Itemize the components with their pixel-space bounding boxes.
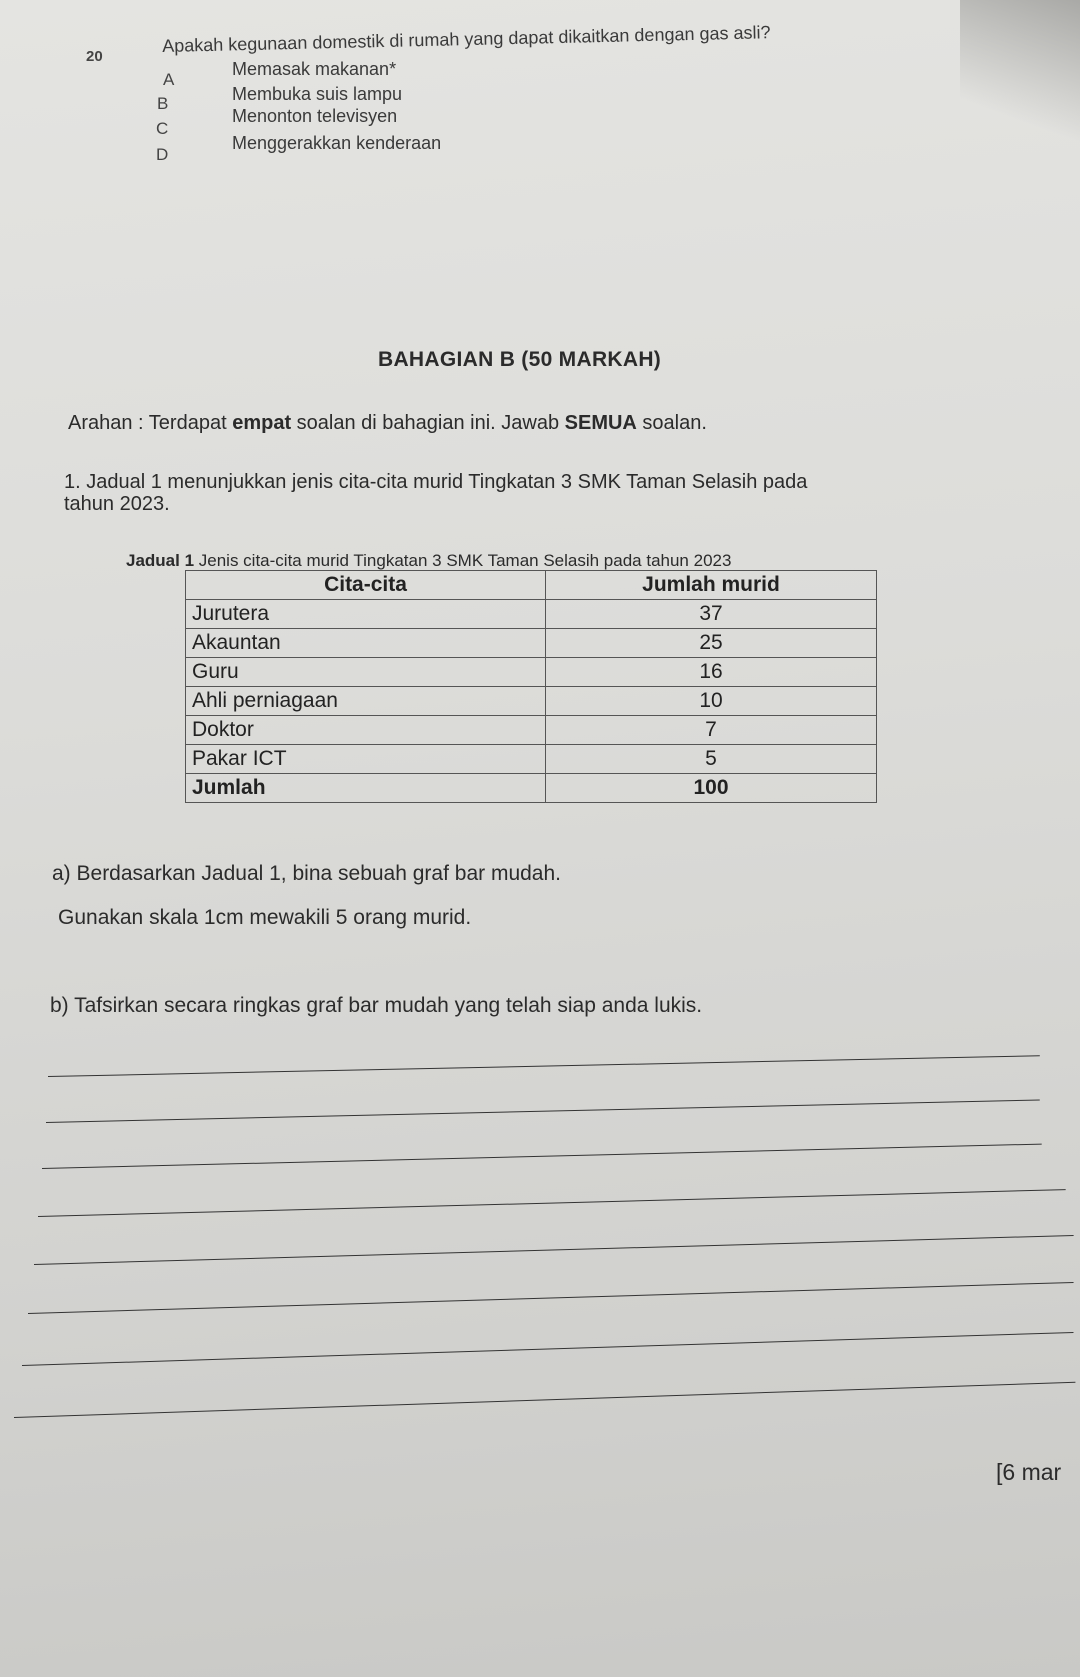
table-row <box>186 629 877 658</box>
q20-option-d-letter: D <box>156 145 169 164</box>
answer-line[interactable] <box>34 1235 1074 1265</box>
answer-line[interactable] <box>42 1144 1042 1169</box>
q20-option-c-text: Menonton televisyen <box>232 106 398 126</box>
table-cell-count: 25 <box>546 629 877 658</box>
page-corner-shadow <box>960 0 1080 160</box>
table-cell-ambition: Pakar ICT <box>186 745 546 774</box>
table-cell-ambition: Doktor <box>186 716 546 745</box>
table-row <box>186 716 877 745</box>
table-cell-count: 7 <box>546 716 877 745</box>
q20-option-d-text: Menggerakkan kenderaan <box>232 133 442 153</box>
answer-line[interactable] <box>38 1189 1066 1217</box>
table-caption-label: Jadual 1 <box>126 551 195 570</box>
part-a-line2: Gunakan skala 1cm mewakili 5 orang murid. <box>58 906 472 929</box>
table-header-jumlah-murid: Jumlah murid <box>546 571 877 600</box>
answer-line[interactable] <box>48 1055 1040 1077</box>
answer-line[interactable] <box>14 1382 1075 1418</box>
table-row <box>186 658 877 687</box>
instructions-middle: soalan di bahagian ini. Jawab <box>291 412 565 434</box>
table-caption-text: Jenis cita-cita murid Tingkatan 3 SMK Taman Selasih pada tahun 2023 <box>194 551 732 570</box>
instructions-bold-empat: empat <box>232 412 292 434</box>
instructions-prefix: Arahan : Terdapat <box>68 412 233 434</box>
table-total-row <box>186 774 877 803</box>
q1-text-line2: tahun 2023. <box>64 493 170 515</box>
q20-option-c-letter: C <box>156 119 169 138</box>
table-cell-ambition: Jurutera <box>186 600 546 629</box>
answer-line[interactable] <box>22 1332 1074 1366</box>
table-row <box>186 687 877 716</box>
table-total-label: Jumlah <box>186 774 546 803</box>
instructions-bold-semua: SEMUA <box>564 412 637 434</box>
section-heading: BAHAGIAN B (50 MARKAH) <box>378 348 662 371</box>
instructions-suffix: soalan. <box>636 412 707 434</box>
part-a-line1: a) Berdasarkan Jadual 1, bina sebuah graf bar mudah. <box>52 862 561 885</box>
q1-text-line1: 1. Jadual 1 menunjukkan jenis cita-cita murid Tingkatan 3 SMK Taman Selasih pada <box>64 471 808 493</box>
table-cell-ambition: Guru <box>186 658 546 687</box>
table-cell-count: 16 <box>546 658 877 687</box>
table-cell-count: 37 <box>546 600 877 629</box>
q20-number: 20 <box>86 48 103 65</box>
marks-label: [6 mar <box>996 1459 1062 1485</box>
table-header-cita-cita: Cita-cita <box>186 571 546 600</box>
q20-question: Apakah kegunaan domestik di rumah yang dapat dikaitkan dengan gas asli? <box>162 22 771 56</box>
table-cell-ambition: Akauntan <box>186 629 546 658</box>
table-total-value: 100 <box>546 774 877 803</box>
q20-option-a-text: Memasak makanan* <box>232 59 397 79</box>
part-b-line1: b) Tafsirkan secara ringkas graf bar mudah yang telah siap anda lukis. <box>50 994 703 1017</box>
answer-line[interactable] <box>28 1282 1074 1314</box>
instructions <box>68 412 707 435</box>
answer-line[interactable] <box>46 1099 1040 1123</box>
table-header-row <box>186 571 877 600</box>
q20-option-b-letter: B <box>157 94 169 113</box>
table-cell-count: 10 <box>546 687 877 716</box>
table-caption <box>126 551 731 571</box>
table-cell-ambition: Ahli perniagaan <box>186 687 546 716</box>
table-row <box>186 600 877 629</box>
table-row <box>186 745 877 774</box>
ambition-table <box>185 570 877 803</box>
q20-option-a-letter: A <box>163 70 175 89</box>
q20-option-b-text: Membuka suis lampu <box>232 84 403 104</box>
table-cell-count: 5 <box>546 745 877 774</box>
